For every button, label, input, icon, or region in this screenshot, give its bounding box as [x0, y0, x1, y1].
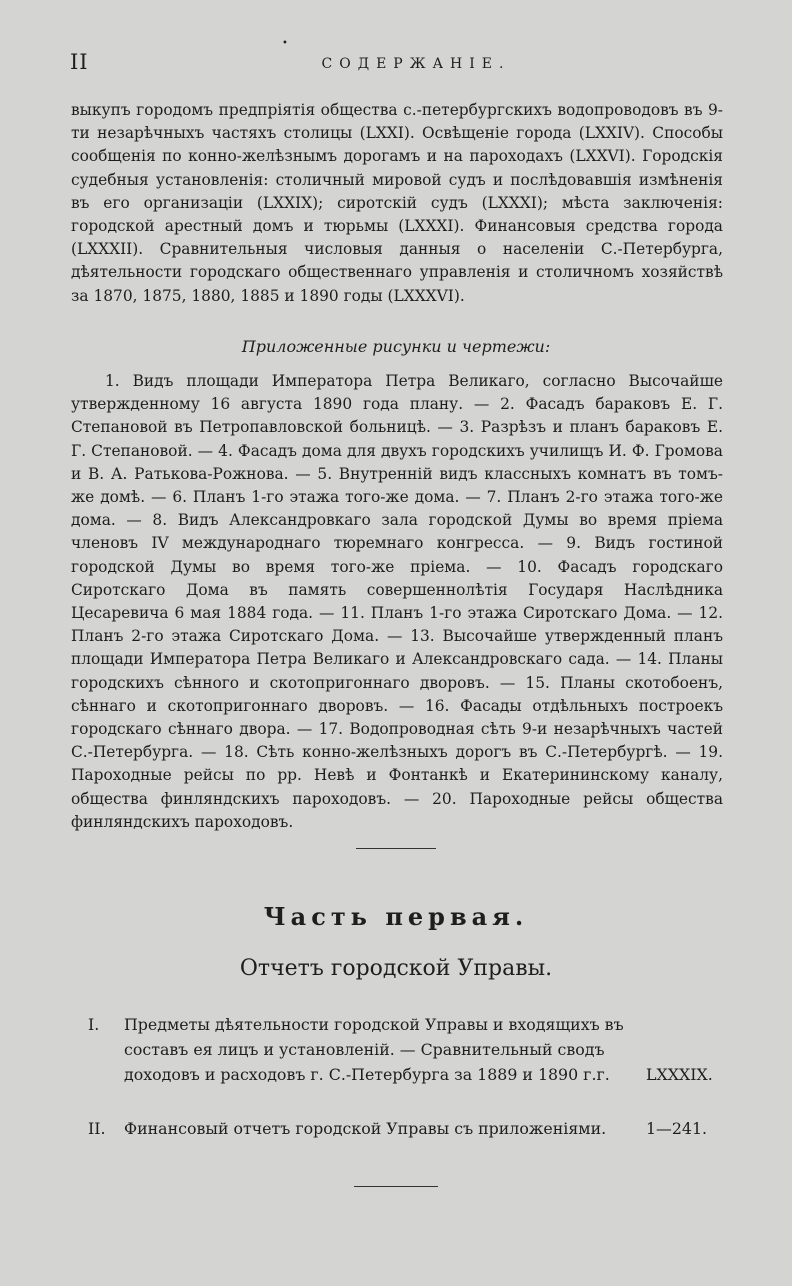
toc-entry-page: LXXXIX.: [646, 1065, 713, 1084]
intro-paragraph: выкупъ городомъ предпріятія общества с.-петербургскихъ водопроводовъ въ 9-ти незарѣчныхъ частяхъ столицы (LXXI). Освѣщеніе города (LXXIV). Способы сообщенія по конно-желѣзнымъ дорогамъ и на пароходахъ (LXXVI). Городскія судебныя установленія: столичный мировой судъ и послѣдовавшія измѣненія въ его организаціи (LXXIX); сиротскій судъ (LXXXI); мѣста заключенія: городской арестный домъ и тюрьмы (LXXXI). Финансовыя средства города (LXXXII). Сравнительныя числовыя данныя о населеніи С.-Петербурга, дѣятельности городскаго общественнаго управленія и столичномъ хозяйствѣ за 1870, 1875, 1880, 1885 и 1890 годы (LXXXVI).: [71, 101, 723, 305]
end-divider: [354, 1186, 438, 1187]
toc-entry-text: Финансовый отчетъ городской Управы съ приложеніями.: [124, 1119, 607, 1138]
section-divider: [356, 848, 436, 849]
appendix-list: 1. Видъ площади Императора Петра Великаго, согласно Высочайше утвержденному 16 августа 1890 года плану. — 2. Фасадъ бараковъ Е. Г. Степановой въ Петропавловской больницѣ. — 3. Разрѣзъ и планъ бараковъ Е. Г. Степановой. — 4. Фасадъ дома для двухъ городскихъ училищъ И. Ф. Громова и В. А. Ратькова-Рожнова. — 5. Внутренній видъ классныхъ комнатъ въ томъ-же домѣ. — 6. Планъ 1-го этажа того-же дома. — 7. Планъ 2-го этажа того-же дома. — 8. Видъ Александровкаго зала городской Думы во время пріема членовъ IV международнаго тюремнаго конгресса. — 9. Видъ гостиной городской Думы во время того-же пріема. — 10. Фасадъ городскаго Сиротскаго Дома въ память совершеннолѣтія Государя Наслѣдника Цесаревича 6 мая 1884 года. — 11. Планъ 1-го этажа Сиротскаго Дома. — 12. Планъ 2-го этажа Сиротскаго Дома. — 13. Высочайше утвержденный планъ площади Императора Петра Великаго и Александровскаго сада. — 14. Планы городскихъ сѣнного и скотопригоннаго дворовъ. — 15. Планы скотобоенъ, сѣннаго и скотопригоннаго дворовъ. — 16. Фасады отдѣльныхъ построекъ городскаго сѣннаго двора. — 17. Водопроводная сѣть 9-и незарѣчныхъ частей С.-Петербурга. — 18. Сѣть конно-желѣзныхъ дорогъ въ С.-Петербургѣ. — 19. Пароходные рейсы по рр. Невѣ и Фонтанкѣ и Екатерининскому каналу, общества финляндскихъ пароходовъ. — 20. Пароходные рейсы общества финляндскихъ пароходовъ.: [71, 372, 723, 831]
page-number: II: [70, 50, 89, 74]
appendix-heading: Приложенные рисунки и чертежи:: [241, 337, 551, 356]
running-head: СОДЕРЖАНІЕ.: [321, 56, 511, 72]
toc-entry-number: I.: [88, 1015, 100, 1034]
ink-speck: •: [282, 38, 288, 49]
part-subtitle: Отчетъ городской Управы.: [239, 956, 553, 981]
toc-entry-page: 1—241.: [646, 1119, 708, 1138]
toc-entry-number: II.: [88, 1119, 106, 1138]
part-title: Часть первая.: [263, 902, 529, 931]
toc-entry-text: Предметы дѣятельности городской Управы и входящихъ въ составъ ея лицъ и установленій. — Сравнительный сводъ доходовъ и расходовъ г. С.-Петербурга за 1889 и 1890 г.г.: [124, 1015, 624, 1084]
